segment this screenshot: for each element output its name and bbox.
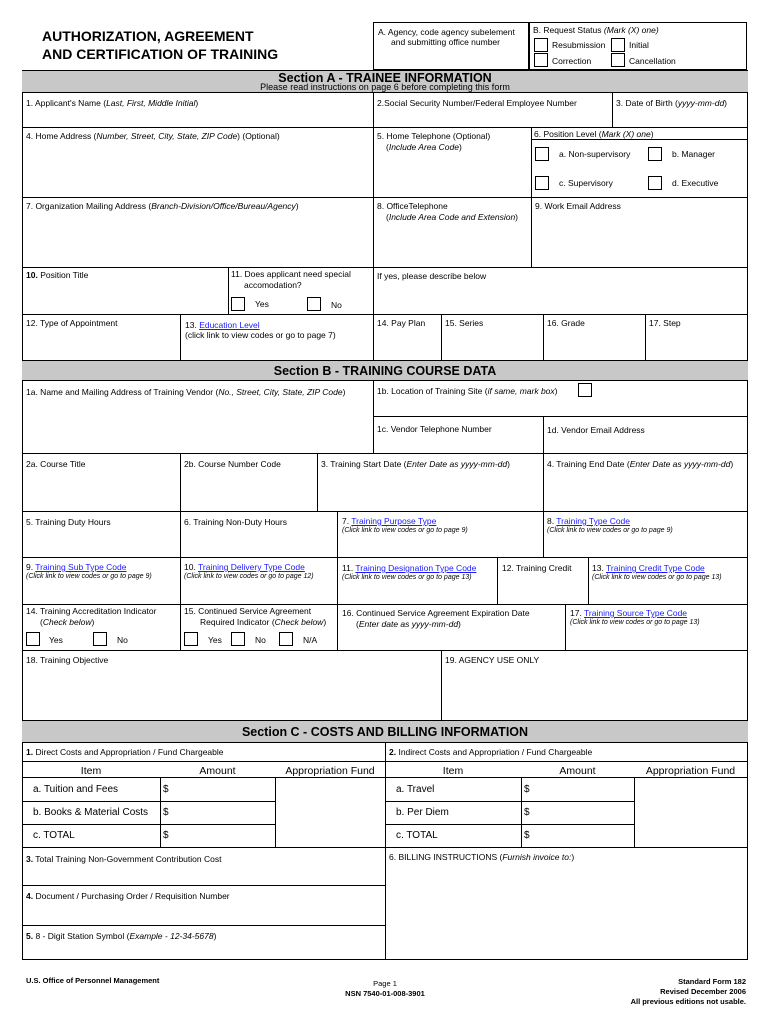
- direct-costs-label: 1. Direct Costs and Appropriation / Fund Chargeable: [26, 747, 224, 757]
- manager-label: b. Manager: [672, 149, 715, 159]
- executive-checkbox[interactable]: [648, 176, 662, 190]
- indirect-total-amount-field[interactable]: [537, 825, 633, 846]
- form-title-line2: AND CERTIFICATION OF TRAINING: [42, 46, 279, 62]
- step-label: 17. Step: [649, 318, 681, 328]
- csa-indicator-label-2: Required Indicator (Check below): [200, 617, 327, 627]
- indirect-amount-header: Amount: [559, 765, 596, 777]
- vendor-telephone-label: 1c. Vendor Telephone Number: [377, 424, 492, 434]
- accreditation-yes-checkbox[interactable]: [26, 632, 40, 646]
- accommodation-yes-checkbox[interactable]: [231, 297, 245, 311]
- supervisory-checkbox[interactable]: [535, 176, 549, 190]
- course-title-label: 2a. Course Title: [26, 459, 86, 469]
- indirect-total-label: c. TOTAL: [396, 830, 438, 841]
- accommodation-yes-label: Yes: [255, 299, 269, 309]
- training-sub-type-note: (Click link to view codes or go to page 9): [26, 573, 152, 580]
- work-email-label: 9. Work Email Address: [535, 201, 621, 211]
- initial-checkbox[interactable]: [611, 38, 625, 52]
- travel-amount-field[interactable]: [537, 778, 633, 800]
- per-diem-dollar: $: [524, 807, 530, 818]
- direct-item-header: Item: [80, 765, 102, 777]
- section-c-header: [22, 720, 748, 743]
- footer-revised: Revised December 2006: [660, 987, 746, 996]
- direct-amount-header: Amount: [199, 765, 236, 777]
- resubmission-label: Resubmission: [552, 40, 606, 50]
- csa-expiration-hint: (Enter date as yyyy-mm-dd): [356, 619, 461, 629]
- cancellation-checkbox[interactable]: [611, 53, 625, 67]
- vendor-address-label: 1a. Name and Mailing Address of Training Vendor (No., Street, City, State, ZIP Code): [26, 387, 346, 397]
- billing-instructions-label: 6. BILLING INSTRUCTIONS (Furnish invoice to:): [389, 852, 575, 862]
- training-sub-type-label: 9. Training Sub Type Code: [26, 562, 127, 572]
- accommodation-no-label: No: [331, 300, 342, 310]
- correction-checkbox[interactable]: [534, 53, 548, 67]
- training-source-type-label: 17. Training Source Type Code: [570, 608, 688, 618]
- non-supervisory-label: a. Non-supervisory: [559, 149, 631, 159]
- section-c-title: Section C - COSTS AND BILLING INFORMATION: [241, 725, 529, 739]
- training-designation-type-label: 11. Training Designation Type Code: [342, 563, 477, 573]
- csa-expiration-label: 16. Continued Service Agreement Expiration Date: [342, 608, 530, 618]
- training-type-code-label: 8. Training Type Code: [547, 516, 631, 526]
- vendor-email-label: 1d. Vendor Email Address: [547, 425, 645, 435]
- section-a-subtitle: Please read instructions on page 6 before completing this form: [260, 82, 510, 92]
- books-materials-dollar: $: [163, 807, 169, 818]
- accommodation-no-checkbox[interactable]: [307, 297, 321, 311]
- travel-dollar: $: [524, 784, 530, 795]
- training-type-code-link[interactable]: Training Type Code: [556, 516, 631, 526]
- direct-fund-header: Appropriation Fund: [285, 765, 375, 777]
- cancellation-label: Cancellation: [629, 56, 676, 66]
- supervisory-label: c. Supervisory: [559, 178, 613, 188]
- applicant-name-label: 1. Applicant's Name (Last, First, Middle Initial): [26, 98, 199, 108]
- correction-label: Correction: [552, 56, 592, 66]
- csa-indicator-label: 15. Continued Service Agreement: [184, 606, 312, 616]
- csa-no-checkbox[interactable]: [231, 632, 245, 646]
- manager-checkbox[interactable]: [648, 147, 662, 161]
- training-site-label: 1b. Location of Training Site (if same, mark box): [377, 386, 558, 396]
- accreditation-no-checkbox[interactable]: [93, 632, 107, 646]
- training-purpose-type-link[interactable]: Training Purpose Type: [351, 516, 437, 526]
- agency-code-label-2: and submitting office number: [391, 37, 500, 47]
- training-credit-label: 12. Training Credit: [502, 563, 572, 573]
- ssn-label: 2.Social Security Number/Federal Employee Number: [377, 98, 577, 108]
- purchase-order-label: 4. Document / Purchasing Order / Requisition Number: [26, 891, 230, 901]
- travel-label: a. Travel: [396, 784, 435, 795]
- request-status-label: B. Request Status (Mark (X) one): [533, 25, 659, 35]
- training-credit-type-label: 13. Training Credit Type Code: [592, 563, 705, 573]
- education-level-link[interactable]: Education Level: [199, 320, 260, 330]
- agency-code-label: A. Agency, code agency subelement: [378, 27, 515, 37]
- training-purpose-type-label: 7. Training Purpose Type: [342, 516, 437, 526]
- footer-agency: U.S. Office of Personnel Management: [26, 976, 160, 985]
- series-label: 15. Series: [445, 318, 484, 328]
- accommodation-label-2: accomodation?: [244, 280, 302, 290]
- dob-label: 3. Date of Birth (yyyy-mm-dd): [616, 98, 728, 108]
- accommodation-describe-label: If yes, please describe below: [377, 271, 487, 281]
- non-gov-contribution-label: 3. Total Training Non-Government Contribution Cost: [26, 854, 222, 864]
- education-level-note: (click link to view codes or go to page 7): [185, 330, 336, 340]
- per-diem-label: b. Per Diem: [396, 807, 449, 818]
- training-purpose-type-note: (Click link to view codes or go to page 9): [342, 527, 468, 534]
- csa-no-label: No: [255, 635, 266, 645]
- accreditation-yes-label: Yes: [49, 635, 63, 645]
- office-telephone-hint: (Include Area Code and Extension): [386, 212, 519, 222]
- csa-yes-checkbox[interactable]: [184, 632, 198, 646]
- training-objective-label: 18. Training Objective: [26, 655, 109, 665]
- tuition-fees-dollar: $: [163, 784, 169, 795]
- indirect-costs-label: 2. Indirect Costs and Appropriation / Fund Chargeable: [389, 747, 593, 757]
- non-supervisory-checkbox[interactable]: [535, 147, 549, 161]
- direct-total-dollar: $: [163, 830, 169, 841]
- training-credit-type-note: (Click link to view codes or go to page 13): [592, 574, 722, 581]
- books-materials-label: b. Books & Material Costs: [33, 807, 149, 818]
- office-telephone-label: 8. OfficeTelephone: [377, 201, 448, 211]
- indirect-item-header: Item: [442, 765, 464, 777]
- resubmission-checkbox[interactable]: [534, 38, 548, 52]
- footer-page: Page 1: [373, 979, 397, 988]
- training-designation-type-note: (Click link to view codes or go to page 13): [342, 574, 472, 581]
- station-symbol-label: 5. 8 - Digit Station Symbol (Example - 12-34-5678): [26, 931, 217, 941]
- type-of-appointment-label: 12. Type of Appointment: [26, 318, 118, 328]
- section-a-header: [22, 70, 748, 93]
- tuition-fees-amount-field[interactable]: [176, 778, 274, 800]
- training-source-type-note: (Click link to view codes or go to page 13): [570, 619, 700, 626]
- form-title-line1: AUTHORIZATION, AGREEMENT: [42, 28, 254, 44]
- training-site-same-checkbox[interactable]: [578, 383, 592, 397]
- accreditation-indicator-label: 14. Training Accreditation Indicator: [26, 606, 157, 616]
- position-level-label: 6. Position Level (Mark (X) one): [534, 129, 654, 139]
- training-source-type-link[interactable]: Training Source Type Code: [584, 608, 688, 618]
- tuition-fees-label: a. Tuition and Fees: [33, 784, 119, 795]
- course-number-label: 2b. Course Number Code: [184, 459, 281, 469]
- executive-label: d. Executive: [672, 178, 719, 188]
- home-address-label: 4. Home Address (Number, Street, City, State, ZIP Code) (Optional): [26, 131, 280, 141]
- training-designation-type-link[interactable]: Training Designation Type Code: [355, 563, 477, 573]
- direct-total-label: c. TOTAL: [33, 830, 75, 841]
- training-delivery-type-link[interactable]: Training Delivery Type Code: [198, 562, 305, 572]
- training-type-code-note: (Click link to view codes or go to page 9): [547, 527, 673, 534]
- training-credit-type-link[interactable]: Training Credit Type Code: [606, 563, 705, 573]
- books-materials-amount-field[interactable]: [176, 802, 274, 823]
- training-end-date-label: 4. Training End Date (Enter Date as yyyy-mm-dd): [547, 459, 734, 469]
- footer-editions: All previous editions not usable.: [630, 997, 746, 1006]
- section-a-title: Section A - TRAINEE INFORMATION: [278, 71, 492, 85]
- footer-form-number: Standard Form 182: [678, 977, 746, 986]
- training-duty-hours-label: 5. Training Duty Hours: [26, 517, 111, 527]
- home-telephone-label: 5. Home Telephone (Optional): [377, 131, 491, 141]
- initial-label: Initial: [629, 40, 649, 50]
- training-start-date-label: 3. Training Start Date (Enter Date as yyyy-mm-dd): [321, 459, 510, 469]
- csa-na-label: N/A: [303, 635, 318, 645]
- education-level-label: 13. Education Level: [185, 320, 260, 330]
- csa-na-checkbox[interactable]: [279, 632, 293, 646]
- org-mailing-address-label: 7. Organization Mailing Address (Branch-Division/Office/Bureau/Agency): [26, 201, 299, 211]
- training-delivery-type-note: (Click link to view codes or go to page 12): [184, 573, 314, 580]
- training-non-duty-hours-label: 6. Training Non-Duty Hours: [184, 517, 287, 527]
- per-diem-amount-field[interactable]: [537, 802, 633, 823]
- indirect-total-dollar: $: [524, 830, 530, 841]
- csa-yes-label: Yes: [208, 635, 222, 645]
- pay-plan-label: 14. Pay Plan: [377, 318, 426, 328]
- accommodation-label: 11. Does applicant need special: [231, 269, 351, 279]
- position-title-label: 10. Position Title: [26, 270, 89, 280]
- agency-use-only-label: 19. AGENCY USE ONLY: [445, 655, 540, 665]
- training-delivery-type-label: 10. Training Delivery Type Code: [184, 562, 305, 572]
- section-b-title: Section B - TRAINING COURSE DATA: [273, 364, 497, 378]
- footer-nsn: NSN 7540-01-008-3901: [345, 989, 425, 998]
- accreditation-no-label: No: [117, 635, 128, 645]
- training-sub-type-link[interactable]: Training Sub Type Code: [35, 562, 127, 572]
- accreditation-indicator-hint: (Check below): [40, 617, 95, 627]
- grade-label: 16. Grade: [547, 318, 585, 328]
- indirect-fund-header: Appropriation Fund: [645, 765, 736, 777]
- home-telephone-hint: (Include Area Code): [386, 142, 462, 152]
- direct-total-amount-field[interactable]: [176, 825, 274, 846]
- section-b-header: [22, 360, 748, 381]
